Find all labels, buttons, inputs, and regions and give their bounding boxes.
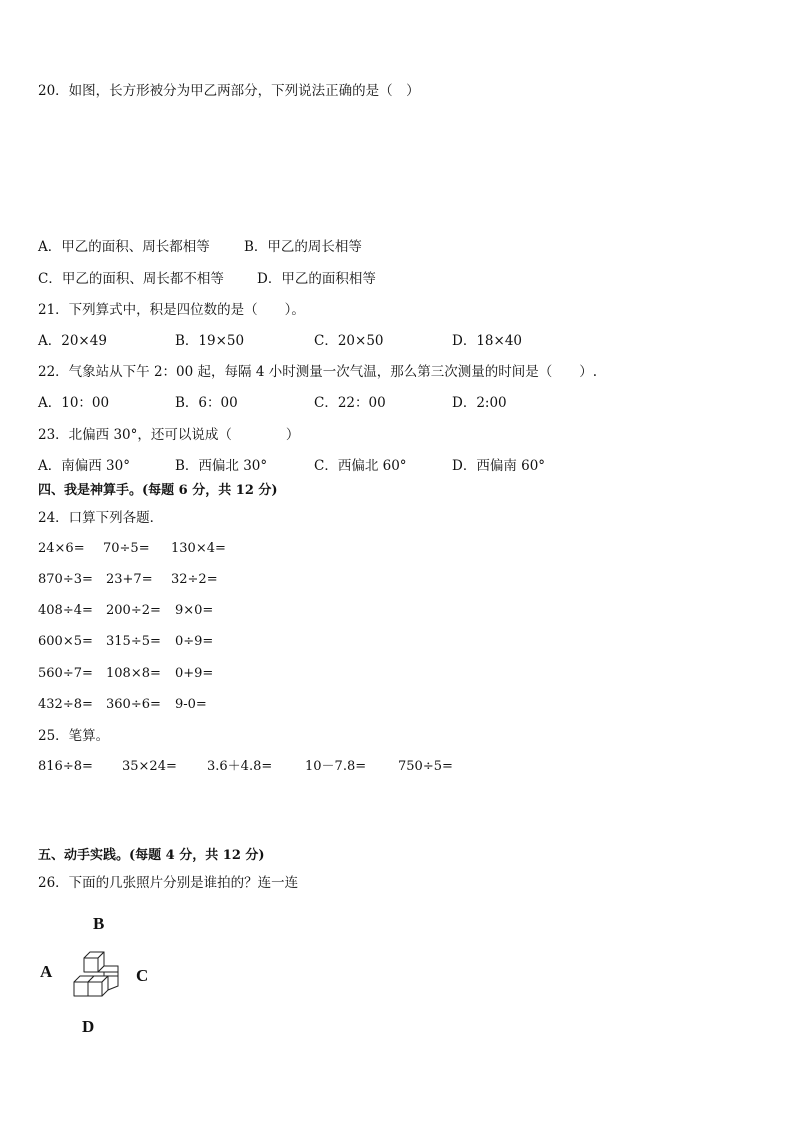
q20-option-b: B．甲乙的周长相等 (244, 239, 362, 255)
q21-option-b: B．19×50 (175, 333, 245, 349)
q25-item: 10－7.8= (305, 759, 367, 774)
q21-option-d: D．18×40 (452, 333, 522, 349)
q21-option-a: A．20×49 (38, 333, 107, 349)
q20-option-a: A．甲乙的面积、周长都相等 (38, 239, 210, 255)
q24-item: 23+7= (106, 572, 153, 587)
q25-item: 750÷5= (398, 759, 453, 774)
q23-stem: 23．北偏西 30°，还可以说成（ ） (38, 427, 300, 443)
q24-item: 130×4= (171, 541, 226, 556)
q24-item: 560÷7= (38, 666, 93, 681)
view-label-d: D (82, 1017, 95, 1036)
q24-item: 870÷3= (38, 572, 93, 587)
q24-item: 32÷2= (171, 572, 218, 587)
q25-item: 816÷8= (38, 759, 93, 774)
section-5-title: 五、动手实践。(每题 4 分，共 12 分) (38, 848, 265, 863)
q22-option-c: C．22：00 (314, 395, 386, 411)
q24-item: 408÷4= (38, 603, 93, 618)
q26-stem: 26．下面的几张照片分别是谁拍的？连一连 (38, 875, 299, 891)
q20-option-d: D．甲乙的面积相等 (257, 271, 376, 287)
q24-item: 0+9= (175, 666, 214, 681)
q20-option-c: C．甲乙的面积、周长都不相等 (38, 271, 224, 287)
q24-item: 9-0= (175, 697, 207, 712)
q24-item: 24×6= (38, 541, 85, 556)
q23-option-a: A．南偏西 30° (38, 458, 130, 474)
q24-item: 108×8= (106, 666, 161, 681)
q24-item: 315÷5= (106, 634, 161, 649)
q24-item: 0÷9= (175, 634, 214, 649)
q24-item: 200÷2= (106, 603, 161, 618)
q24-item: 9×0= (175, 603, 214, 618)
q25-item: 35×24= (122, 759, 177, 774)
q21-option-c: C．20×50 (314, 333, 384, 349)
q24-item: 432÷8= (38, 697, 93, 712)
q25-item: 3.6＋4.8= (207, 759, 273, 774)
q24-item: 70÷5= (103, 541, 150, 556)
view-label-c: C (136, 966, 149, 985)
q23-option-b: B．西偏北 30° (175, 458, 268, 474)
q22-option-d: D．2:00 (452, 395, 507, 411)
q22-stem: 22．气象站从下午 2：00 起，每隔 4 小时测量一次气温，那么第三次测量的时间是（ ）. (38, 364, 597, 380)
q22-option-b: B．6：00 (175, 395, 238, 411)
q20-stem: 20．如图，长方形被分为甲乙两部分，下列说法正确的是（ ） (38, 83, 420, 99)
q23-option-d: D．西偏南 60° (452, 458, 546, 474)
q23-option-c: C．西偏北 60° (314, 458, 407, 474)
q25-stem: 25．笔算。 (38, 728, 110, 744)
q24-stem: 24．口算下列各题． (38, 510, 164, 526)
q24-item: 600×5= (38, 634, 93, 649)
q24-item: 360÷6= (106, 697, 161, 712)
section-4-title: 四、我是神算手。(每题 6 分，共 12 分) (38, 483, 278, 498)
q22-option-a: A．10：00 (38, 395, 110, 411)
view-label-b: B (93, 914, 105, 933)
q21-stem: 21．下列算式中，积是四位数的是（ ）。 (38, 302, 305, 318)
view-label-a: A (40, 962, 53, 981)
stacked-cubes-figure (70, 948, 122, 1004)
